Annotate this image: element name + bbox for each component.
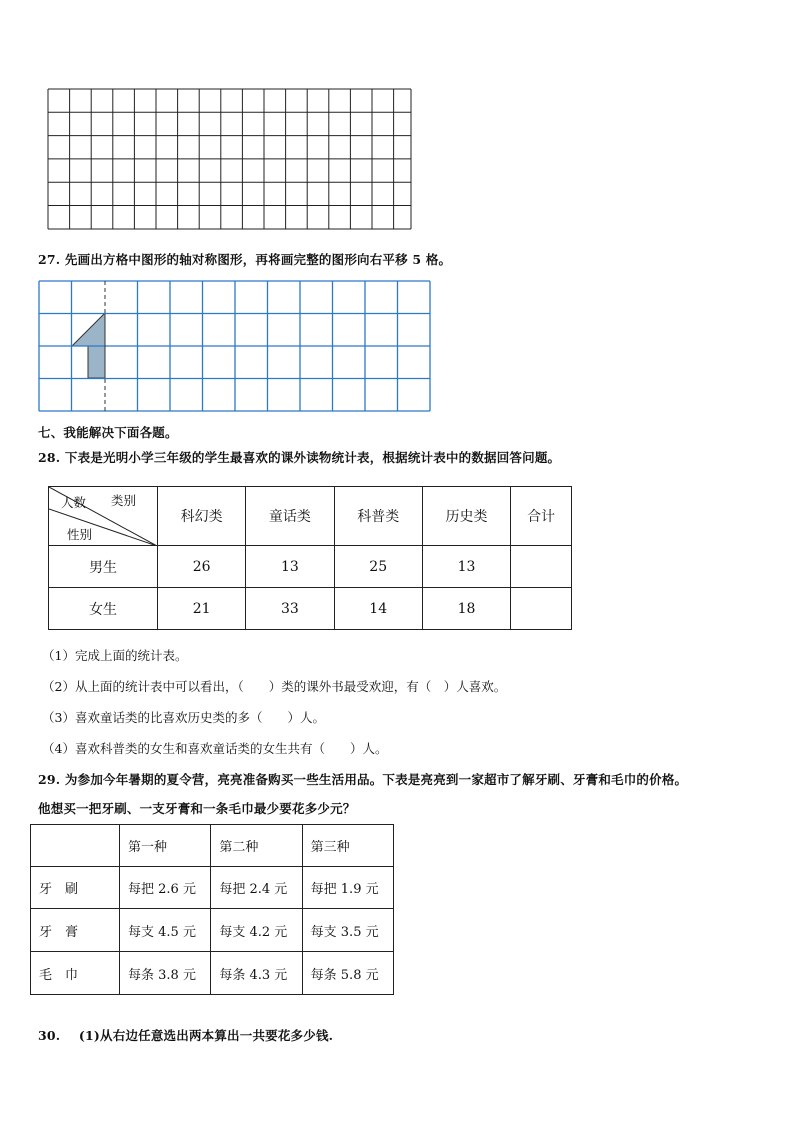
question-27-number: 27. (38, 252, 61, 267)
cell-total-girls[interactable] (511, 588, 572, 630)
cell: 每把 2.6 元 (120, 867, 211, 909)
cell: 21 (158, 588, 246, 630)
question-28-text: 下表是光明小学三年级的学生最喜欢的课外读物统计表，根据统计表中的数据回答问题。 (64, 450, 561, 465)
header-scifi: 科幻类 (158, 487, 246, 546)
cell: 每条 3.8 元 (120, 952, 211, 995)
question-29 (38, 770, 687, 788)
blank-grid-black (47, 88, 413, 230)
cell: 每把 1.9 元 (302, 867, 393, 909)
row-label-girls: 女生 (49, 588, 158, 630)
cell: 18 (422, 588, 510, 630)
cell: 每把 2.4 元 (211, 867, 302, 909)
cell: 33 (246, 588, 334, 630)
cell: 每支 3.5 元 (302, 909, 393, 952)
price-table (30, 824, 394, 995)
half-shape (72, 313, 105, 346)
cell: 每支 4.5 元 (120, 909, 211, 952)
table-row (49, 588, 572, 630)
header-type-3: 第三种 (302, 825, 393, 867)
section-7-title: 七、我能解决下面各题。 (38, 425, 178, 440)
header-history: 历史类 (422, 487, 510, 546)
reading-stats-table (48, 486, 572, 630)
cell: 25 (334, 546, 422, 588)
question-30 (38, 1026, 333, 1044)
header-empty (31, 825, 120, 867)
question-28-number: 28. (38, 450, 61, 465)
question-30-number: 30. (38, 1028, 61, 1043)
table-row (49, 546, 572, 588)
header-type-1: 第一种 (120, 825, 211, 867)
q28-sub-1: （1）完成上面的统计表。 (42, 648, 188, 663)
question-27 (38, 250, 451, 268)
table-row (31, 952, 394, 995)
diagonal-header-cell (49, 487, 158, 546)
row-label-towel: 毛 巾 (31, 952, 120, 995)
cell: 每条 4.3 元 (211, 952, 302, 995)
question-27-text: 先画出方格中图形的轴对称图形，再将画完整的图形向右平移 5 格。 (64, 252, 452, 267)
cell: 13 (422, 546, 510, 588)
symmetry-grid-blue (38, 280, 432, 414)
cell-total-boys[interactable] (511, 546, 572, 588)
q28-sub-2: （2）从上面的统计表中可以看出，（ ）类的课外书最受欢迎，有（ ）人喜欢。 (42, 679, 507, 694)
question-29-number: 29. (38, 772, 61, 787)
header-fairytale: 童话类 (246, 487, 334, 546)
diag-label-gender: 性别 (67, 527, 93, 542)
half-shape-stem (88, 346, 105, 378)
question-29-text-2: 他想买一把牙刷、一支牙膏和一条毛巾最少要花多少元？ (38, 801, 356, 816)
cell: 每支 4.2 元 (211, 909, 302, 952)
table-row (31, 909, 394, 952)
q28-sub-3: （3）喜欢童话类的比喜欢历史类的多（ ）人。 (42, 710, 325, 725)
cell: 每条 5.8 元 (302, 952, 393, 995)
question-30-text: (1)从右边任意选出两本算出一共要花多少钱. (78, 1028, 334, 1043)
cell: 13 (246, 546, 334, 588)
header-total: 合计 (511, 487, 572, 546)
q28-sub-4: （4）喜欢科普类的女生和喜欢童话类的女生共有（ ）人。 (42, 741, 388, 756)
header-science: 科普类 (334, 487, 422, 546)
diag-label-count: 人数 (61, 495, 87, 510)
row-label-boys: 男生 (49, 546, 158, 588)
cell: 26 (158, 546, 246, 588)
row-label-toothbrush: 牙 刷 (31, 867, 120, 909)
table-row (31, 867, 394, 909)
question-28 (38, 448, 560, 466)
row-label-toothpaste: 牙 膏 (31, 909, 120, 952)
diag-label-category: 类别 (111, 493, 137, 508)
cell: 14 (334, 588, 422, 630)
question-29-text: 为参加今年暑期的夏令营，亮亮准备购买一些生活用品。下表是亮亮到一家超市了解牙刷、牙膏和毛巾的价格。 (64, 772, 688, 787)
header-type-2: 第二种 (211, 825, 302, 867)
